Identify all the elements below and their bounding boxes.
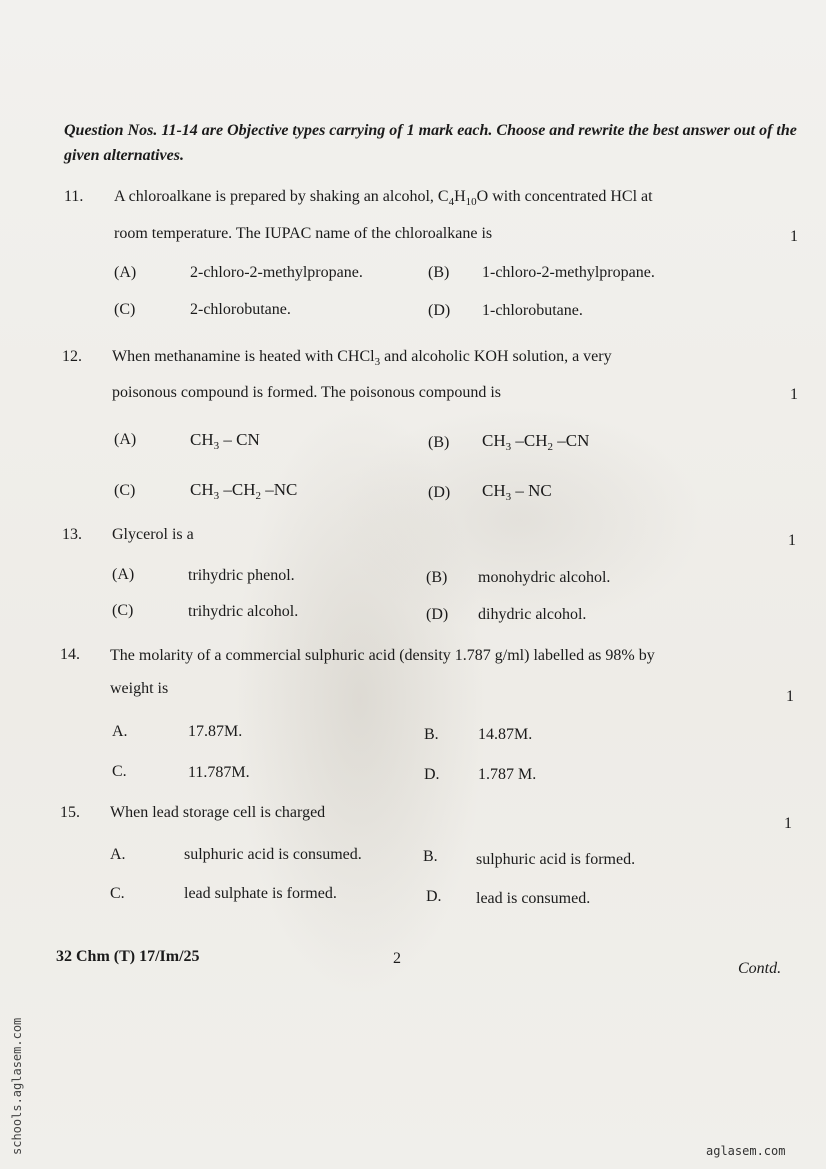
q12-option-d-label: (D)	[428, 484, 451, 501]
q15-option-d: lead is consumed.	[476, 890, 591, 907]
q13-text: Glycerol is a	[112, 526, 194, 543]
q14-option-d: 1.787 M.	[478, 766, 537, 783]
q11-option-c: 2-chlorobutane.	[190, 301, 291, 318]
q14-text-line2: weight is	[110, 680, 169, 697]
q12-option-c-label: (C)	[114, 482, 136, 499]
q13-option-c-label: (C)	[112, 602, 134, 619]
q11-mark: 1	[790, 228, 798, 245]
q13-option-d-label: (D)	[426, 606, 449, 623]
q12-option-b: $CH_3$ $-CH_2$ –CN	[482, 431, 590, 453]
q11-option-a-label: (A)	[114, 264, 137, 281]
q13-option-d: dihydric alcohol.	[478, 606, 587, 623]
q14-text-line1: The molarity of a commercial sulphuric acid (density 1.787 g/ml) labelled as 98% by	[110, 647, 655, 664]
corner-watermark: aglasem.com	[706, 1144, 786, 1158]
paper-code: 32 Chm (T) 17/Im/25	[56, 948, 200, 965]
q14-option-d-label: D.	[424, 766, 440, 783]
q14-option-c-label: C.	[112, 763, 127, 780]
q11-number: 11.	[64, 188, 84, 205]
q15-option-c-label: C.	[110, 885, 125, 902]
side-watermark: schools.aglasem.com	[10, 1017, 24, 1155]
q11-option-b-label: (B)	[428, 264, 450, 281]
q14-option-b-label: B.	[424, 726, 439, 743]
q14-number: 14.	[60, 646, 80, 663]
q11-option-d: 1-chlorobutane.	[482, 302, 583, 319]
q12-option-a-label: (A)	[114, 431, 137, 448]
q15-text: When lead storage cell is charged	[110, 804, 326, 821]
q13-option-c: trihydric alcohol.	[188, 603, 299, 620]
instructions: Question Nos. 11-14 are Objective types carrying of 1 mark each. Choose and rewrite the best answer out of the given alternatives.	[64, 122, 797, 164]
q15-option-a: sulphuric acid is consumed.	[184, 846, 362, 863]
q12-text-line2: poisonous compound is formed. The poisonous compound is	[112, 384, 502, 401]
q13-option-a-label: (A)	[112, 566, 135, 583]
q12-option-a: $CH_3$ – CN	[190, 430, 260, 452]
q14-option-c: 11.787M.	[188, 764, 250, 781]
q13-option-b: monohydric alcohol.	[478, 569, 611, 586]
q12-text-line1: When methanamine is heated with CHCl$_3$ and alcoholic KOH solution, a very	[112, 348, 612, 368]
q13-option-a: trihydric phenol.	[188, 567, 295, 584]
q13-number: 13.	[62, 526, 82, 543]
q15-mark: 1	[784, 815, 792, 832]
q12-number: 12.	[62, 348, 82, 365]
q11-text-line1: A chloroalkane is prepared by shaking an alcohol, $C_4H_{10}O$ with concentrated HCl at	[114, 188, 653, 208]
q11-option-c-label: (C)	[114, 301, 136, 318]
q15-option-c: lead sulphate is formed.	[184, 885, 337, 902]
q14-option-a-label: A.	[112, 723, 128, 740]
q11-option-d-label: (D)	[428, 302, 451, 319]
page-number: 2	[393, 950, 401, 967]
q11-text-line2: room temperature. The IUPAC name of the chloroalkane is	[114, 225, 493, 242]
q12-option-c: $CH_3$ $-CH_2$ –NC	[190, 480, 298, 502]
q15-option-a-label: A.	[110, 846, 126, 863]
q14-mark: 1	[786, 688, 794, 705]
q11-option-b: 1-chloro-2-methylpropane.	[482, 264, 655, 281]
q11-option-a: 2-chloro-2-methylpropane.	[190, 264, 363, 281]
q15-option-b-label: B.	[423, 848, 438, 865]
q14-option-b: 14.87M.	[478, 726, 533, 743]
q12-option-d: $CH_3$ – NC	[482, 481, 552, 503]
q15-number: 15.	[60, 804, 80, 821]
q12-mark: 1	[790, 386, 798, 403]
q15-option-d-label: D.	[426, 888, 442, 905]
q13-mark: 1	[788, 532, 796, 549]
continued-note: Contd.	[738, 960, 782, 977]
q13-option-b-label: (B)	[426, 569, 448, 586]
q12-option-b-label: (B)	[428, 434, 450, 451]
q14-option-a: 17.87M.	[188, 723, 243, 740]
q15-option-b: sulphuric acid is formed.	[476, 851, 636, 868]
